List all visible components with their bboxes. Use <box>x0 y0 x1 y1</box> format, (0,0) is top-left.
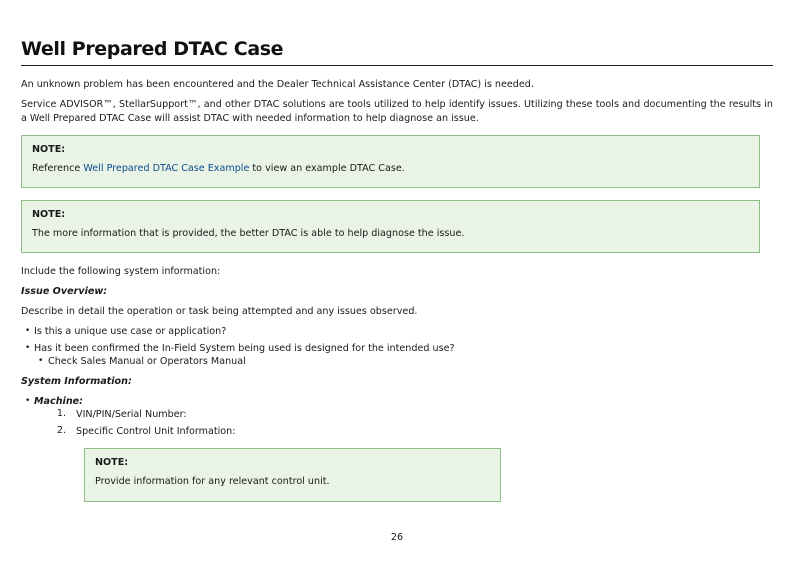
note-body <box>32 162 753 176</box>
note-text-suffix: to view an example DTAC Case. <box>249 163 405 174</box>
issue-overview-description: Describe in detail the operation or task being attempted and any issues observed. <box>21 306 418 317</box>
note-title: NOTE: <box>32 144 66 155</box>
note-box-example <box>21 135 760 188</box>
list-item: Has it been confirmed the In-Field System being used is designed for the intended use? <box>34 343 455 354</box>
note-box-control-unit <box>84 448 501 502</box>
example-case-link[interactable]: Well Prepared DTAC Case Example <box>83 163 250 174</box>
note-body: Provide information for any relevant control unit. <box>95 476 330 487</box>
sub-list-item: Check Sales Manual or Operators Manual <box>48 356 246 367</box>
machine-label: Machine: <box>34 396 83 407</box>
note-title: NOTE: <box>32 209 66 220</box>
bullet-icon: • <box>38 356 44 366</box>
list-number: 2. <box>56 425 66 436</box>
intro-paragraph: An unknown problem has been encountered and the Dealer Technical Assistance Center (DTAC) is needed. <box>21 79 534 90</box>
numbered-item: VIN/PIN/Serial Number: <box>76 409 187 420</box>
note-title: NOTE: <box>95 457 129 468</box>
title-divider <box>21 65 773 66</box>
include-line: Include the following system information: <box>21 266 221 277</box>
page-number: 26 <box>390 532 404 543</box>
issue-overview-heading: Issue Overview: <box>21 286 108 297</box>
bullet-icon: • <box>25 396 31 406</box>
note-text-prefix: Reference <box>32 163 84 174</box>
bullet-icon: • <box>25 343 31 353</box>
note-body: The more information that is provided, the better DTAC is able to help diagnose the issue. <box>32 228 465 239</box>
numbered-item: Specific Control Unit Information: <box>76 426 236 437</box>
bullet-icon: • <box>25 326 31 336</box>
system-information-heading: System Information: <box>21 376 132 387</box>
list-item: Is this a unique use case or application? <box>34 326 227 337</box>
page-title: Well Prepared DTAC Case <box>21 38 284 60</box>
tools-paragraph: Service ADVISOR™, StellarSupport™, and other DTAC solutions are tools utilized to help identify issues. Utilizing these tools and documenting the results in a Well Prepared DTAC Case will assist DTAC with needed information to help diagnose an issue. <box>21 99 773 124</box>
list-number: 1. <box>56 408 66 419</box>
note-box-information <box>21 200 760 253</box>
